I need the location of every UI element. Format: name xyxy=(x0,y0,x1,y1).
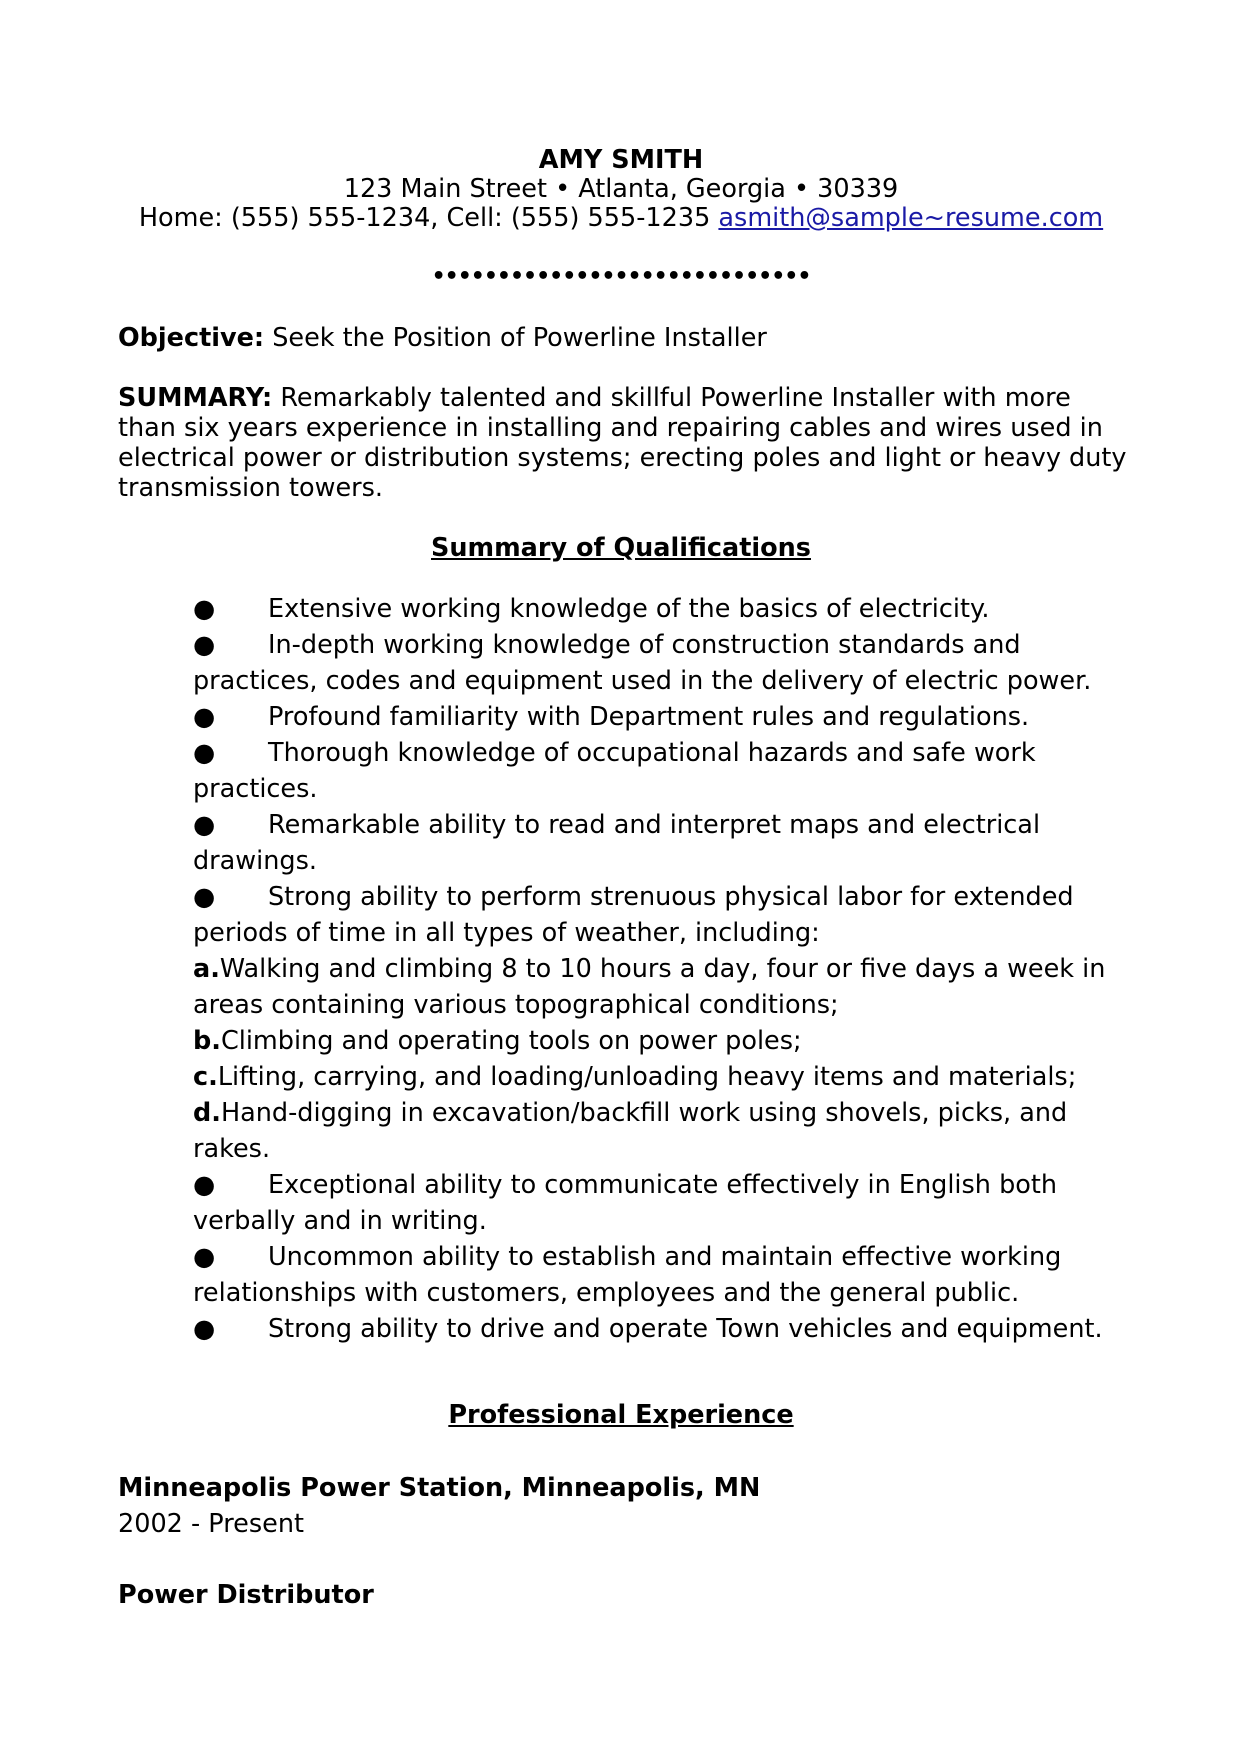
summary-line-4: transmission towers. xyxy=(118,473,384,503)
qualification-continuation xyxy=(193,663,1153,699)
summary-text-1: Remarkably talented and skillful Powerline Installer with more xyxy=(272,383,1071,413)
qualification-item xyxy=(193,807,1153,843)
objective-label: Objective: xyxy=(118,323,265,353)
qualification-item xyxy=(193,591,1153,627)
subitem-letter: d. xyxy=(193,1098,221,1128)
qualification-text: drawings. xyxy=(193,846,317,876)
bullet-icon: ● xyxy=(193,882,216,912)
subitem-letter: a. xyxy=(193,954,220,984)
qualification-continuation xyxy=(193,771,1153,807)
subitem-letter: b. xyxy=(193,1026,221,1056)
qualification-text: Thorough knowledge of occupational hazards and safe work xyxy=(268,738,1036,768)
qualification-item xyxy=(193,879,1153,915)
qualification-text: Remarkable ability to read and interpret maps and electrical xyxy=(268,810,1041,840)
qualification-continuation xyxy=(193,987,1153,1023)
qualification-text: areas containing various topographical conditions; xyxy=(193,990,839,1020)
qualification-text: Strong ability to perform strenuous physical labor for extended xyxy=(268,882,1074,912)
qualification-text: In-depth working knowledge of construction standards and xyxy=(268,630,1021,660)
qualification-text: practices. xyxy=(193,774,318,804)
qualification-text: Walking and climbing 8 to 10 hours a day, four or five days a week in xyxy=(219,954,1106,984)
qualification-text: Strong ability to drive and operate Town vehicles and equipment. xyxy=(268,1314,1103,1344)
separator-dots: ••••••••••••••••••••••••••••• xyxy=(431,264,811,289)
employment-dates: 2002 - Present xyxy=(118,1509,304,1539)
qualification-continuation xyxy=(193,1131,1153,1167)
qualification-subitem xyxy=(193,1023,1153,1059)
contact-line xyxy=(0,203,1242,233)
qualifications-list xyxy=(193,591,1153,1347)
qualification-text: practices, codes and equipment used in the delivery of electric power. xyxy=(193,666,1092,696)
qualification-continuation xyxy=(193,1275,1153,1311)
email-link[interactable]: asmith@sample~resume.com xyxy=(718,203,1104,233)
qualification-text: relationships with customers, employees and the general public. xyxy=(193,1278,1020,1308)
qualification-text: Climbing and operating tools on power poles; xyxy=(220,1026,802,1056)
bullet-icon: ● xyxy=(193,702,216,732)
bullet-icon: ● xyxy=(193,1170,216,1200)
subitem-letter: c. xyxy=(193,1062,218,1092)
bullet-icon: ● xyxy=(193,738,216,768)
qualification-text: Profound familiarity with Department rules and regulations. xyxy=(268,702,1030,732)
qualification-text: periods of time in all types of weather, including: xyxy=(193,918,820,948)
qualification-item xyxy=(193,699,1153,735)
address-line: 123 Main Street • Atlanta, Georgia • 30339 xyxy=(343,174,899,204)
qualification-continuation xyxy=(193,843,1153,879)
phone-numbers: Home: (555) 555-1234, Cell: (555) 555-1235 xyxy=(138,203,711,233)
qualification-text: rakes. xyxy=(193,1134,271,1164)
candidate-name: AMY SMITH xyxy=(538,145,704,175)
bullet-icon: ● xyxy=(193,810,216,840)
qualification-item xyxy=(193,1311,1153,1347)
job-title: Power Distributor xyxy=(118,1580,374,1610)
bullet-icon: ● xyxy=(193,630,216,660)
qualification-subitem xyxy=(193,1059,1153,1095)
bullet-icon: ● xyxy=(193,1314,216,1344)
qualification-item xyxy=(193,627,1153,663)
qualification-text: Lifting, carrying, and loading/unloading heavy items and materials; xyxy=(217,1062,1077,1092)
qualification-text: Hand-digging in excavation/backfill work using shovels, picks, and xyxy=(220,1098,1068,1128)
summary-label: SUMMARY: xyxy=(118,383,273,413)
qualification-subitem xyxy=(193,1095,1153,1131)
qualification-text: Exceptional ability to communicate effectively in English both xyxy=(268,1170,1058,1200)
qualification-continuation xyxy=(193,1203,1153,1239)
qualification-text: verbally and in writing. xyxy=(193,1206,487,1236)
qualification-item xyxy=(193,735,1153,771)
summary-line-3: electrical power or distribution systems; erecting poles and light or heavy duty xyxy=(118,443,1127,473)
experience-heading: Professional Experience xyxy=(448,1400,794,1430)
qualification-continuation xyxy=(193,915,1153,951)
employer-name: Minneapolis Power Station, Minneapolis, MN xyxy=(118,1473,761,1503)
bullet-icon: ● xyxy=(193,1242,216,1272)
objective-line xyxy=(118,323,767,353)
summary-line-2: than six years experience in installing and repairing cables and wires used in xyxy=(118,413,1103,443)
qualification-item xyxy=(193,1239,1153,1275)
qualification-text: Extensive working knowledge of the basics of electricity. xyxy=(268,594,990,624)
qualification-text: Uncommon ability to establish and maintain effective working xyxy=(268,1242,1062,1272)
bullet-icon: ● xyxy=(193,594,216,624)
objective-text: Seek the Position of Powerline Installer xyxy=(264,323,767,353)
qualification-subitem xyxy=(193,951,1153,987)
summary-line-1 xyxy=(118,383,1071,413)
qualification-item xyxy=(193,1167,1153,1203)
qualifications-heading: Summary of Qualifications xyxy=(431,533,811,563)
